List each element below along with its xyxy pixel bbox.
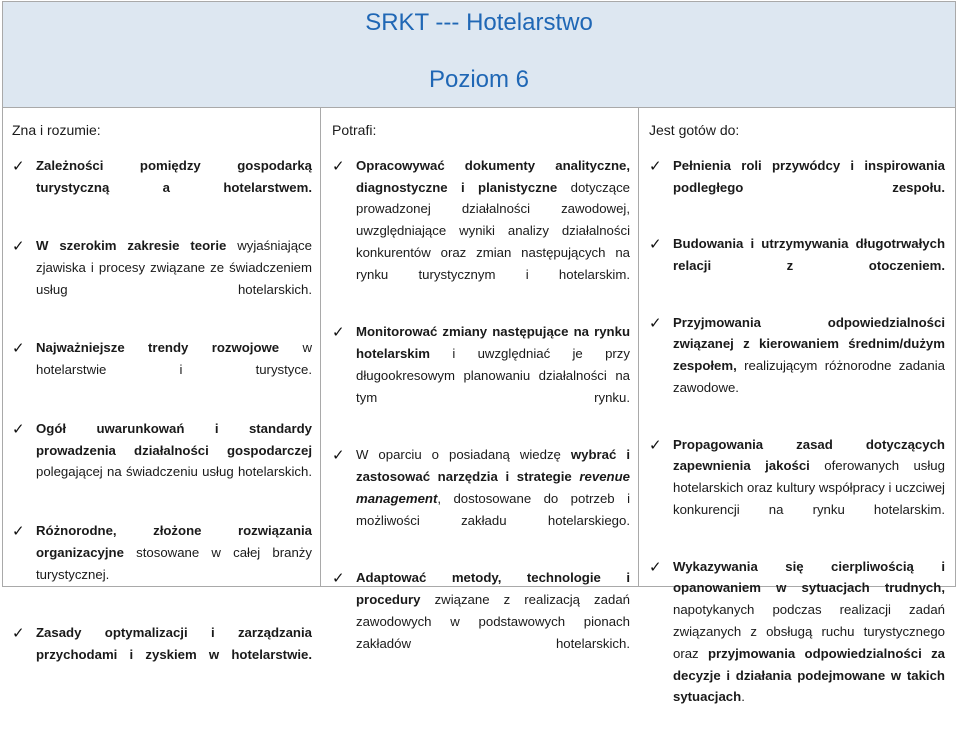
- column-skills: [321, 108, 639, 651]
- checkmark-icon: ✓: [12, 625, 25, 643]
- column-competences: [639, 108, 955, 705]
- item-text: realizującym różnorodne zadania zawodowe.: [673, 358, 945, 395]
- item-text: oferowanych usług hotelarskich oraz kultury współpracy i uczciwej konkurencji na rynku hotelarskim.: [673, 458, 945, 517]
- item-text: Zasady optymalizacji i zarządzania przychodami i zyskiem w hotelarstwie.: [36, 625, 312, 662]
- column-knowledge: [3, 108, 321, 662]
- list-item: [12, 418, 312, 505]
- column-heading: Zna i rozumie:: [12, 122, 101, 138]
- header-band: [3, 2, 955, 108]
- list-item: [649, 233, 945, 298]
- list-item: [649, 556, 945, 730]
- list-item: [332, 444, 630, 553]
- column-heading: Jest gotów do:: [649, 122, 740, 138]
- list-item: [649, 312, 945, 421]
- item-text: Monitorować zmiany następujące na rynku hotelarskim: [356, 324, 630, 362]
- item-text: dotyczące prowadzonej działalności zawodowej, uwzględniające wyniki analizy działalności konkurentów oraz zmian następujących na rynku turystycznym i hotelarskim.: [356, 179, 630, 282]
- columns-row: [3, 108, 955, 705]
- item-text: revenue management: [356, 469, 630, 506]
- checkmark-icon: ✓: [12, 157, 25, 175]
- item-text: związane z realizacją zadań zawodowych w podstawowych pionach zakładów hotelarskich.: [356, 592, 630, 651]
- column-heading: Potrafi:: [332, 122, 377, 138]
- item-text: napotykanych podczas realizacji zadań związanych z obsługą ruchu turystycznego oraz: [673, 602, 945, 661]
- item-text: Przyjmowania odpowiedzialności związanej z kierowaniem średnim/dużym zespołem,: [673, 314, 945, 374]
- item-text: Najważniejsze trendy rozwojowe: [36, 340, 280, 356]
- checkmark-icon: ✓: [649, 157, 662, 175]
- document-title: SRKT --- Hotelarstwo: [365, 9, 593, 36]
- checkmark-icon: ✓: [649, 558, 662, 576]
- checkmark-icon: ✓: [12, 238, 25, 256]
- item-text: Budowania i utrzymywania długotrwałych relacji z otoczeniem.: [673, 236, 945, 273]
- item-text: wybrać i zastosować narzędzia i strategie: [356, 447, 630, 485]
- item-text: Pełnienia roli przywódcy i inspirowania podległego zespołu.: [673, 157, 945, 195]
- checkmark-icon: ✓: [12, 340, 25, 358]
- item-text: Adaptować metody, technologie i procedury: [356, 570, 630, 608]
- checkmark-icon: ✓: [332, 157, 345, 175]
- checkmark-icon: ✓: [649, 314, 662, 332]
- item-text: polegającej na świadczeniu usług hotelarskich.: [36, 464, 312, 480]
- list-item: [332, 321, 630, 430]
- item-text: , dostosowane do potrzeb i możliwości zakładu hotelarskiego.: [356, 490, 630, 528]
- checkmark-icon: ✓: [12, 522, 25, 540]
- list-item: [12, 235, 312, 322]
- level-subtitle: Poziom 6: [428, 66, 530, 93]
- item-text: Wykazywania się cierpliwością i opanowaniem w sytuacjach trudnych,: [673, 558, 945, 596]
- list-item: [649, 155, 945, 220]
- item-list: [649, 155, 945, 730]
- item-list: [12, 155, 312, 688]
- item-text: Zależności pomiędzy gospodarką turystyczną a hotelarstwem.: [36, 157, 312, 195]
- list-item: [12, 155, 312, 220]
- checkmark-icon: ✓: [332, 324, 345, 342]
- item-text: .: [741, 689, 745, 705]
- list-item: [332, 567, 630, 676]
- list-item: [12, 622, 312, 687]
- list-item: [12, 337, 312, 402]
- item-text: Różnorodne, złożone rozwiązania organizacyjne: [36, 522, 312, 560]
- item-text: W oparciu o posiadaną wiedzę: [356, 447, 571, 463]
- item-list: [332, 155, 630, 677]
- item-text: stosowane w całej branży turystycznej.: [36, 544, 312, 582]
- item-text: wyjaśniające zjawiska i procesy związane ze świadczeniem usług hotelarskich.: [36, 238, 312, 297]
- checkmark-icon: ✓: [649, 236, 662, 254]
- item-text: Ogół uwarunkowań i standardy prowadzenia działalności gospodarczej: [36, 420, 312, 458]
- item-text: Opracowywać dokumenty analityczne, diagnostyczne i planistyczne: [356, 157, 630, 195]
- checkmark-icon: ✓: [649, 436, 662, 454]
- item-text: W szerokim zakresie teorie: [36, 238, 227, 254]
- item-text: w hotelarstwie i turystyce.: [36, 340, 312, 378]
- item-text: Propagowania zasad dotyczących zapewnienia jakości: [673, 436, 945, 474]
- checkmark-icon: ✓: [12, 420, 25, 438]
- list-item: [649, 434, 945, 543]
- checkmark-icon: ✓: [332, 570, 345, 588]
- document-table: [2, 1, 956, 705]
- list-item: [12, 520, 312, 607]
- list-item: [332, 155, 630, 308]
- checkmark-icon: ✓: [332, 447, 345, 465]
- item-text: przyjmowania odpowiedzialności za decyzje i działania podejmowane w takich sytuacjach: [673, 645, 945, 705]
- item-text: i uwzględniać je przy długookresowym planowaniu działalności na tym rynku.: [356, 346, 630, 405]
